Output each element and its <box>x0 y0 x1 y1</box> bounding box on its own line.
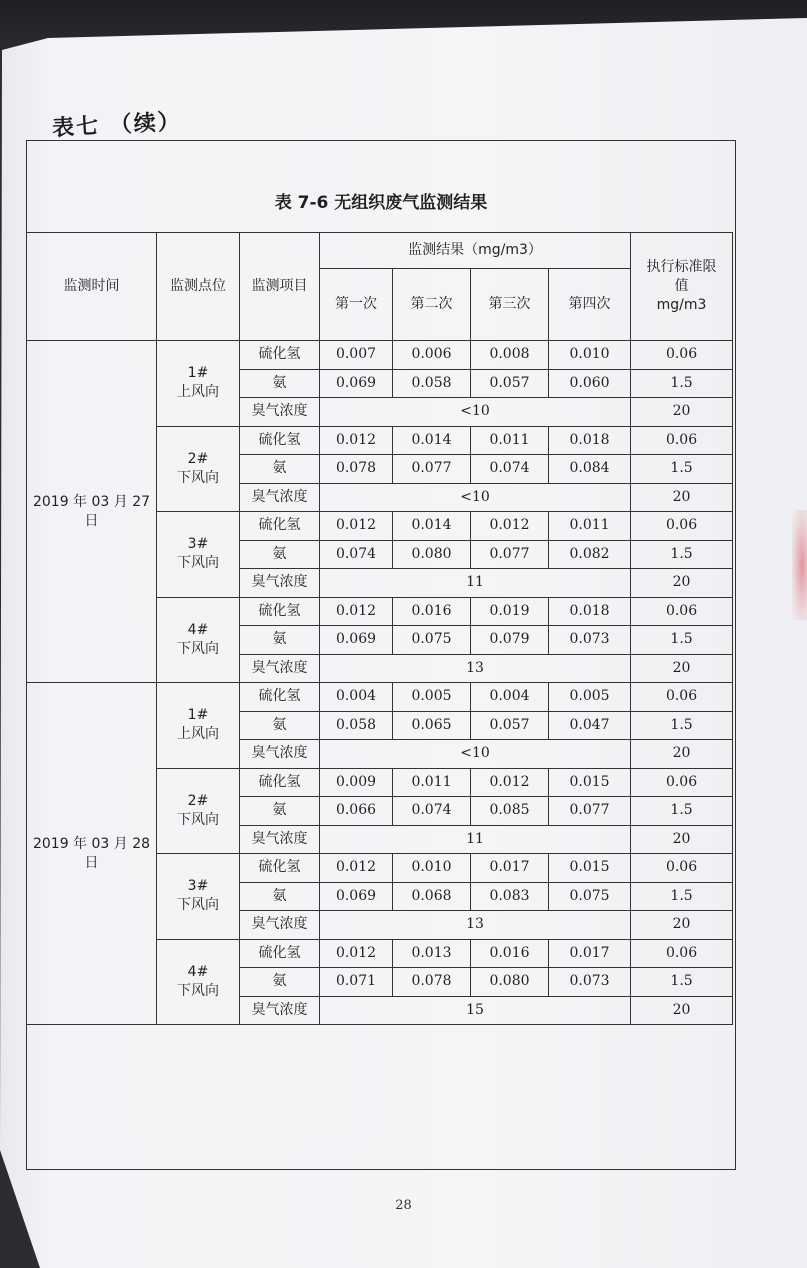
point-cell <box>157 341 240 427</box>
point-cell <box>157 426 240 512</box>
item-nh3: 氨 <box>240 540 320 569</box>
item-nh3: 氨 <box>240 882 320 911</box>
nh3-value: 0.047 <box>549 711 631 740</box>
odor-limit: 20 <box>631 996 733 1025</box>
point-id: 1# <box>187 365 209 382</box>
nh3-limit: 1.5 <box>631 455 733 484</box>
h2s-limit: 0.06 <box>631 683 733 712</box>
h2s-value: 0.005 <box>549 683 631 712</box>
nh3-value: 0.075 <box>393 626 471 655</box>
header-limit-line2: 值 <box>674 278 689 295</box>
point-id: 4# <box>187 963 209 980</box>
odor-value: <10 <box>320 398 631 427</box>
h2s-value: 0.014 <box>393 426 471 455</box>
point-cell <box>157 768 240 854</box>
h2s-value: 0.015 <box>549 854 631 883</box>
nh3-value: 0.080 <box>471 968 549 997</box>
item-nh3: 氨 <box>240 797 320 826</box>
point-cell <box>157 939 240 1025</box>
h2s-limit: 0.06 <box>631 512 733 541</box>
item-h2s: 硫化氢 <box>240 939 320 968</box>
point-id: 3# <box>187 536 209 553</box>
item-odor: 臭气浓度 <box>240 654 320 683</box>
h2s-value: 0.018 <box>549 597 631 626</box>
nh3-limit: 1.5 <box>631 540 733 569</box>
h2s-value: 0.009 <box>320 768 393 797</box>
nh3-value: 0.075 <box>549 882 631 911</box>
nh3-value: 0.068 <box>393 882 471 911</box>
item-nh3: 氨 <box>240 968 320 997</box>
item-odor: 臭气浓度 <box>240 911 320 940</box>
h2s-value: 0.017 <box>549 939 631 968</box>
nh3-limit: 1.5 <box>631 711 733 740</box>
h2s-value: 0.018 <box>549 426 631 455</box>
nh3-value: 0.078 <box>393 968 471 997</box>
date-cell: 2019 年 03 月 27 日 <box>27 341 157 683</box>
h2s-value: 0.007 <box>320 341 393 370</box>
point-id: 1# <box>187 707 209 724</box>
page-number: 28 <box>395 1198 412 1213</box>
nh3-value: 0.057 <box>471 369 549 398</box>
h2s-value: 0.011 <box>549 512 631 541</box>
point-direction: 下风向 <box>177 640 219 657</box>
nh3-value: 0.057 <box>471 711 549 740</box>
h2s-limit: 0.06 <box>631 597 733 626</box>
point-cell <box>157 597 240 683</box>
h2s-value: 0.013 <box>393 939 471 968</box>
h2s-value: 0.005 <box>393 683 471 712</box>
nh3-value: 0.074 <box>393 797 471 826</box>
odor-limit: 20 <box>631 740 733 769</box>
h2s-value: 0.012 <box>320 854 393 883</box>
nh3-limit: 1.5 <box>631 369 733 398</box>
odor-value: <10 <box>320 740 631 769</box>
odor-value: <10 <box>320 483 631 512</box>
point-cell <box>157 854 240 940</box>
nh3-value: 0.058 <box>393 369 471 398</box>
header-second: 第二次 <box>393 269 471 341</box>
date-cell: 2019 年 03 月 28 日 <box>27 683 157 1025</box>
odor-limit: 20 <box>631 398 733 427</box>
nh3-value: 0.074 <box>320 540 393 569</box>
table-row <box>27 341 733 370</box>
item-nh3: 氨 <box>240 455 320 484</box>
item-h2s: 硫化氢 <box>240 426 320 455</box>
h2s-value: 0.012 <box>471 768 549 797</box>
header-limit <box>631 233 733 341</box>
item-h2s: 硫化氢 <box>240 683 320 712</box>
odor-limit: 20 <box>631 569 733 598</box>
nh3-limit: 1.5 <box>631 626 733 655</box>
item-odor: 臭气浓度 <box>240 740 320 769</box>
odor-value: 15 <box>320 996 631 1025</box>
odor-value: 11 <box>320 569 631 598</box>
item-odor: 臭气浓度 <box>240 483 320 512</box>
point-direction: 上风向 <box>177 726 219 743</box>
nh3-value: 0.080 <box>393 540 471 569</box>
nh3-value: 0.066 <box>320 797 393 826</box>
h2s-value: 0.015 <box>549 768 631 797</box>
odor-limit: 20 <box>631 483 733 512</box>
h2s-value: 0.011 <box>393 768 471 797</box>
h2s-limit: 0.06 <box>631 426 733 455</box>
h2s-limit: 0.06 <box>631 854 733 883</box>
odor-value: 13 <box>320 654 631 683</box>
h2s-value: 0.008 <box>471 341 549 370</box>
header-time: 监测时间 <box>27 233 157 341</box>
header-limit-line1: 执行标准限 <box>646 259 717 276</box>
header-result: 监测结果（mg/m3） <box>320 233 631 269</box>
header-fourth: 第四次 <box>549 269 631 341</box>
item-nh3: 氨 <box>240 711 320 740</box>
h2s-value: 0.004 <box>320 683 393 712</box>
nh3-value: 0.084 <box>549 455 631 484</box>
item-h2s: 硫化氢 <box>240 854 320 883</box>
h2s-value: 0.012 <box>320 426 393 455</box>
point-direction: 下风向 <box>177 469 219 486</box>
nh3-value: 0.073 <box>549 626 631 655</box>
header-first: 第一次 <box>320 269 393 341</box>
nh3-value: 0.058 <box>320 711 393 740</box>
nh3-value: 0.069 <box>320 626 393 655</box>
h2s-value: 0.012 <box>320 939 393 968</box>
h2s-value: 0.004 <box>471 683 549 712</box>
point-cell <box>157 683 240 769</box>
nh3-value: 0.079 <box>471 626 549 655</box>
item-odor: 臭气浓度 <box>240 996 320 1025</box>
nh3-value: 0.077 <box>393 455 471 484</box>
item-odor: 臭气浓度 <box>240 825 320 854</box>
h2s-value: 0.012 <box>320 512 393 541</box>
h2s-value: 0.016 <box>393 597 471 626</box>
header-point: 监测点位 <box>157 233 240 341</box>
item-h2s: 硫化氢 <box>240 597 320 626</box>
h2s-value: 0.012 <box>471 512 549 541</box>
odor-value: 13 <box>320 911 631 940</box>
odor-limit: 20 <box>631 911 733 940</box>
nh3-value: 0.077 <box>471 540 549 569</box>
nh3-value: 0.060 <box>549 369 631 398</box>
header-limit-line3: mg/m3 <box>656 296 707 313</box>
nh3-value: 0.082 <box>549 540 631 569</box>
h2s-value: 0.017 <box>471 854 549 883</box>
nh3-value: 0.073 <box>549 968 631 997</box>
section-heading: 表七 （续） <box>51 109 183 142</box>
header-item: 监测项目 <box>240 233 320 341</box>
item-odor: 臭气浓度 <box>240 569 320 598</box>
nh3-value: 0.071 <box>320 968 393 997</box>
seal-stamp <box>792 510 807 620</box>
nh3-value: 0.069 <box>320 369 393 398</box>
h2s-limit: 0.06 <box>631 939 733 968</box>
nh3-value: 0.074 <box>471 455 549 484</box>
point-id: 2# <box>187 450 209 467</box>
h2s-limit: 0.06 <box>631 768 733 797</box>
point-id: 4# <box>187 621 209 638</box>
item-nh3: 氨 <box>240 626 320 655</box>
item-h2s: 硫化氢 <box>240 341 320 370</box>
header-third: 第三次 <box>471 269 549 341</box>
item-nh3: 氨 <box>240 369 320 398</box>
point-direction: 下风向 <box>177 555 219 572</box>
nh3-limit: 1.5 <box>631 797 733 826</box>
nh3-value: 0.083 <box>471 882 549 911</box>
h2s-value: 0.014 <box>393 512 471 541</box>
item-h2s: 硫化氢 <box>240 512 320 541</box>
h2s-limit: 0.06 <box>631 341 733 370</box>
point-direction: 下风向 <box>177 982 219 999</box>
nh3-limit: 1.5 <box>631 968 733 997</box>
odor-limit: 20 <box>631 825 733 854</box>
nh3-limit: 1.5 <box>631 882 733 911</box>
h2s-value: 0.010 <box>393 854 471 883</box>
point-cell <box>157 512 240 598</box>
point-direction: 下风向 <box>177 811 219 828</box>
point-direction: 上风向 <box>177 384 219 401</box>
monitoring-results-table <box>26 232 733 1025</box>
h2s-value: 0.012 <box>320 597 393 626</box>
odor-limit: 20 <box>631 654 733 683</box>
point-id: 2# <box>187 792 209 809</box>
nh3-value: 0.085 <box>471 797 549 826</box>
h2s-value: 0.011 <box>471 426 549 455</box>
nh3-value: 0.077 <box>549 797 631 826</box>
point-id: 3# <box>187 878 209 895</box>
table-row <box>27 683 733 712</box>
point-direction: 下风向 <box>177 897 219 914</box>
table-title: 表 7-6 无组织废气监测结果 <box>274 193 488 213</box>
nh3-value: 0.065 <box>393 711 471 740</box>
item-h2s: 硫化氢 <box>240 768 320 797</box>
h2s-value: 0.010 <box>549 341 631 370</box>
h2s-value: 0.016 <box>471 939 549 968</box>
h2s-value: 0.019 <box>471 597 549 626</box>
odor-value: 11 <box>320 825 631 854</box>
h2s-value: 0.006 <box>393 341 471 370</box>
nh3-value: 0.069 <box>320 882 393 911</box>
item-odor: 臭气浓度 <box>240 398 320 427</box>
nh3-value: 0.078 <box>320 455 393 484</box>
